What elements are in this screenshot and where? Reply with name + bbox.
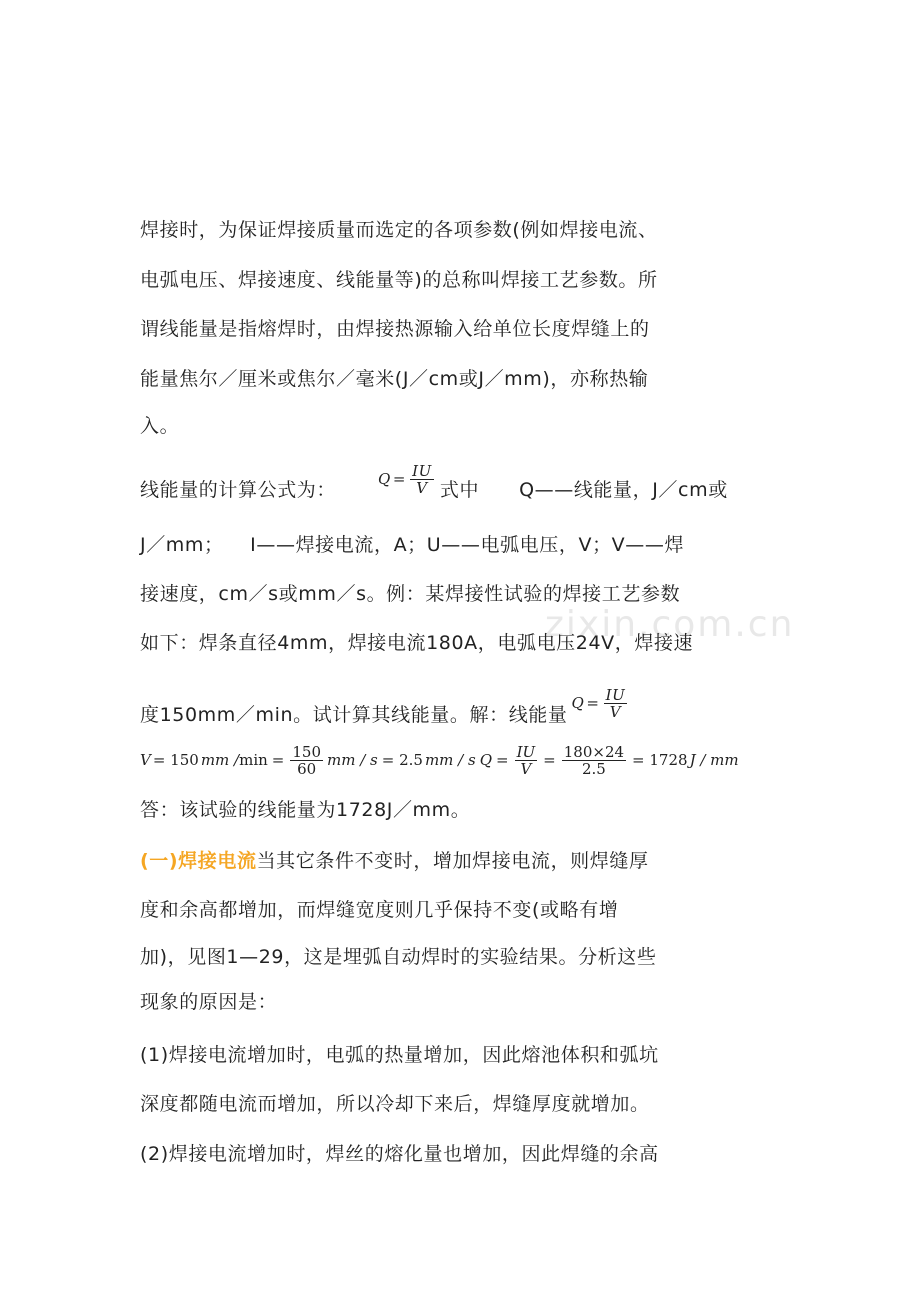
formula2-q: Q [571, 694, 585, 712]
formula-fraction [410, 463, 434, 496]
definitions-line4 [140, 685, 629, 727]
calc-f2-den: V [520, 759, 532, 778]
formula-inline-2 [572, 687, 630, 720]
section1-line1-rest: 当其它条件不变时，增加焊接电流，则焊缝厚 [256, 850, 649, 872]
paragraph1-line2: 电弧电压、焊接速度、线能量等)的总称叫焊接工艺参数。所 [140, 269, 658, 291]
calc-unit3: J / mm [689, 751, 739, 769]
section1-line3: 加)，见图1—29，这是埋弧自动焊时的实验结果。分析这些 [140, 946, 657, 968]
calc-f3-den: 2.5 [581, 759, 606, 778]
calc-f2-num: IU [516, 742, 536, 761]
calculation-formula [140, 741, 739, 779]
calc-v-unit: mm / [200, 751, 240, 769]
section1-line2: 度和余高都增加，而焊缝宽度则几乎保持不变(或略有增 [140, 899, 619, 921]
definitions-line3: 如下：焊条直径4mm，焊接电流180A，电弧电压24V，焊接速 [140, 632, 694, 654]
formula-intro-prefix: 线能量的计算公式为： [140, 479, 337, 501]
formula-numerator: IU [412, 461, 432, 480]
formula-q: Q [378, 470, 391, 488]
calc-f1-num: 150 [292, 742, 321, 761]
formula2-numerator: IU [605, 685, 626, 704]
answer-line: 答：该试验的线能量为1728J／mm。 [140, 799, 471, 821]
definitions-line1: J／mm； I——焊接电流，A；U——电弧电压，V；V——焊 [140, 534, 685, 556]
formula-def-q: Q——线能量，J／cm或 [519, 479, 728, 501]
formula2-denominator: V [609, 702, 622, 721]
calc-unit2: mm / s [424, 751, 476, 769]
calc-v: V [140, 751, 151, 769]
calc-eq2: = [271, 751, 285, 769]
calc-q: Q [479, 751, 493, 769]
calc-eq3: = 2.5 [381, 751, 423, 769]
formula2-eq: = [586, 694, 600, 712]
definitions-line4-text: 度150mm／min。试计算其线能量。解：线能量 [140, 704, 568, 726]
calc-f3-num: 180×24 [563, 742, 625, 761]
reason1-line1: (1)焊接电流增加时，电弧的热量增加，因此熔池体积和弧坑 [140, 1044, 659, 1066]
formula-inline [378, 463, 436, 496]
section1-heading: (一)焊接电流 [140, 850, 257, 872]
calc-f1-den: 60 [297, 759, 317, 778]
definitions-line2: 接速度，cm／s或mm／s。例：某焊接性试验的焊接工艺参数 [140, 583, 681, 605]
formula-eq: = [392, 470, 407, 488]
calc-fraction2 [515, 744, 538, 777]
calc-fraction3 [562, 744, 626, 777]
formula-suffix: 式中 [439, 479, 480, 501]
formula-intro-line [140, 461, 728, 502]
calc-eq4: = [496, 751, 509, 769]
calc-unit1: mm / s [327, 751, 378, 769]
paragraph1-line4: 能量焦尔／厘米或焦尔／毫米(J／cm或J／mm)，亦称热输 [140, 368, 649, 390]
reason2-line1: (2)焊接电流增加时，焊丝的熔化量也增加，因此焊缝的余高 [140, 1143, 659, 1165]
paragraph1-line5: 入。 [140, 415, 180, 437]
calc-v-min: min [239, 751, 268, 769]
formula2-fraction [604, 687, 628, 720]
reason1-line2: 深度都随电流而增加，所以冷却下来后，焊缝厚度就增加。 [140, 1093, 650, 1115]
calc-fraction1 [290, 744, 323, 777]
paragraph1-line3: 谓线能量是指熔焊时，由焊接热源输入给单位长度焊缝上的 [140, 318, 650, 340]
formula-denominator: V [416, 478, 428, 497]
calc-v-eq: = 150 [152, 751, 199, 769]
calc-eq5: = [543, 751, 556, 769]
watermark: zixin.com.cn [545, 604, 795, 645]
calc-eq6: = 1728 [632, 751, 688, 769]
paragraph1-line1: 焊接时，为保证焊接质量而选定的各项参数(例如焊接电流、 [140, 219, 658, 241]
section1-line1 [140, 849, 649, 873]
section1-line4: 现象的原因是： [140, 991, 278, 1013]
